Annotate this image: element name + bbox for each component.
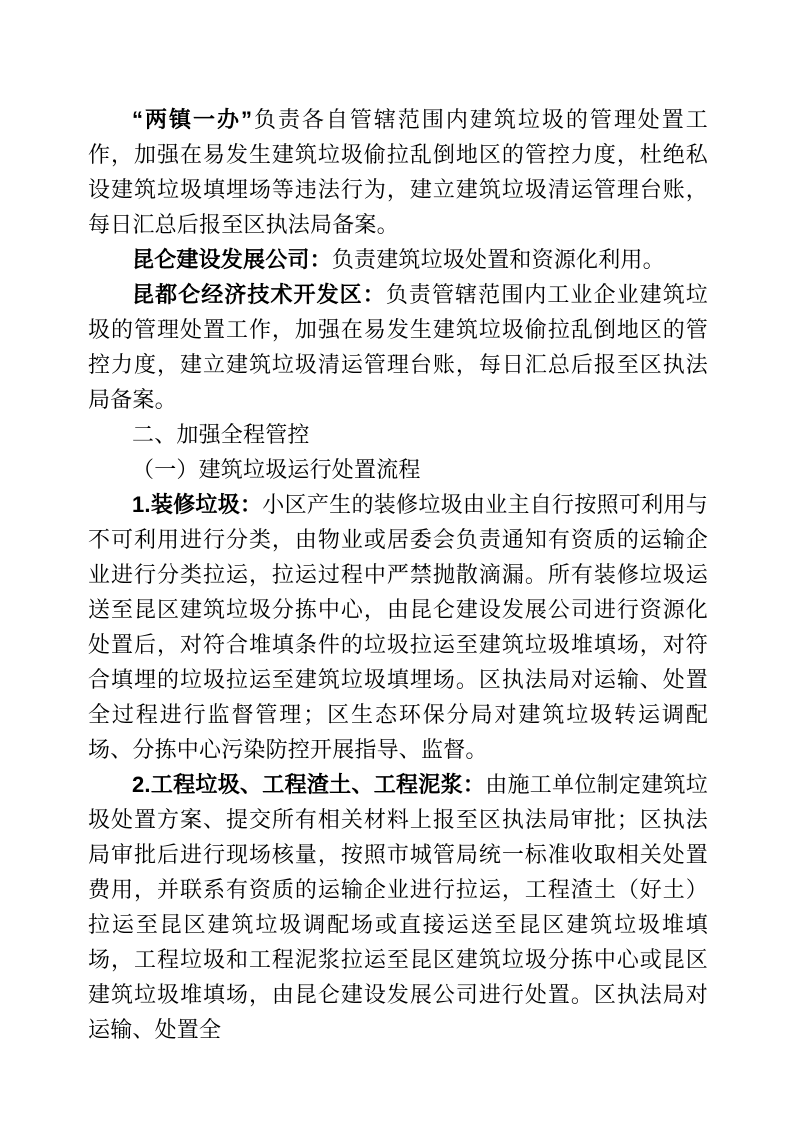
section-heading-text: 二、加强全程管控 (132, 422, 310, 447)
paragraph-kunlun-company-lead: 昆仑建设发展公司： (132, 247, 332, 272)
paragraph-engineering-waste-text: 由施工单位制定建筑垃圾处置方案、提交所有相关材料上报至区执法局审批；区执法局审批后进行现场核量，按照市城管局统一标准收取相关处置费用，并联系有资质的运输企业进行拉运，工程渣土（好土）拉运至昆区建筑垃圾调配场或直接运送至昆区建筑垃圾堆填场，工程垃圾和工程泥浆拉运至昆区建筑垃圾分拣中心或昆区建筑垃圾堆填场，由昆仑建设发展公司进行处置。区执法局对运输、处置全 (88, 772, 708, 1042)
paragraph-kundulun-zone-text: 负责管辖范围内工业企业建筑垃圾的管理处置工作，加强在易发生建筑垃圾偷拉乱倒地区的管控力度，建立建筑垃圾清运管理台账，每日汇总后报至区执法局备案。 (88, 282, 708, 412)
document-body (88, 102, 708, 1047)
paragraph-two-towns-one-office-lead: “两镇一办” (132, 107, 253, 132)
paragraph-decoration-waste (88, 487, 708, 767)
section-heading-full-process-control (88, 417, 708, 452)
paragraph-engineering-waste-lead: 2.工程垃圾、工程渣土、工程泥浆： (132, 772, 486, 797)
paragraph-two-towns-one-office (88, 102, 708, 242)
subsection-heading-text: （一）建筑垃圾运行处置流程 (132, 457, 421, 482)
paragraph-decoration-waste-lead: 1.装修垃圾： (132, 492, 263, 517)
paragraph-engineering-waste (88, 767, 708, 1047)
paragraph-kundulun-zone-lead: 昆都仑经济技术开发区： (132, 282, 386, 307)
paragraph-two-towns-one-office-text: 负责各自管辖范围内建筑垃圾的管理处置工作，加强在易发生建筑垃圾偷拉乱倒地区的管控力度，杜绝私设建筑垃圾填埋场等违法行为，建立建筑垃圾清运管理台账，每日汇总后报至区执法局备案。 (88, 107, 708, 237)
paragraph-kunlun-company-text: 负责建筑垃圾处置和资源化利用。 (331, 247, 665, 272)
paragraph-kundulun-zone (88, 277, 708, 417)
paragraph-kunlun-company (88, 242, 708, 277)
subsection-heading-disposal-process (88, 452, 708, 487)
paragraph-decoration-waste-text: 小区产生的装修垃圾由业主自行按照可利用与不可利用进行分类，由物业或居委会负责通知有资质的运输企业进行分类拉运，拉运过程中严禁抛散滴漏。所有装修垃圾运送至昆区建筑垃圾分拣中心，由昆仑建设发展公司进行资源化处置后，对符合堆填条件的垃圾拉运至建筑垃圾堆填场，对符合填埋的垃圾拉运至建筑垃圾填埋场。区执法局对运输、处置全过程进行监督管理；区生态环保分局对建筑垃圾转运调配场、分拣中心污染防控开展指导、监督。 (88, 492, 708, 762)
